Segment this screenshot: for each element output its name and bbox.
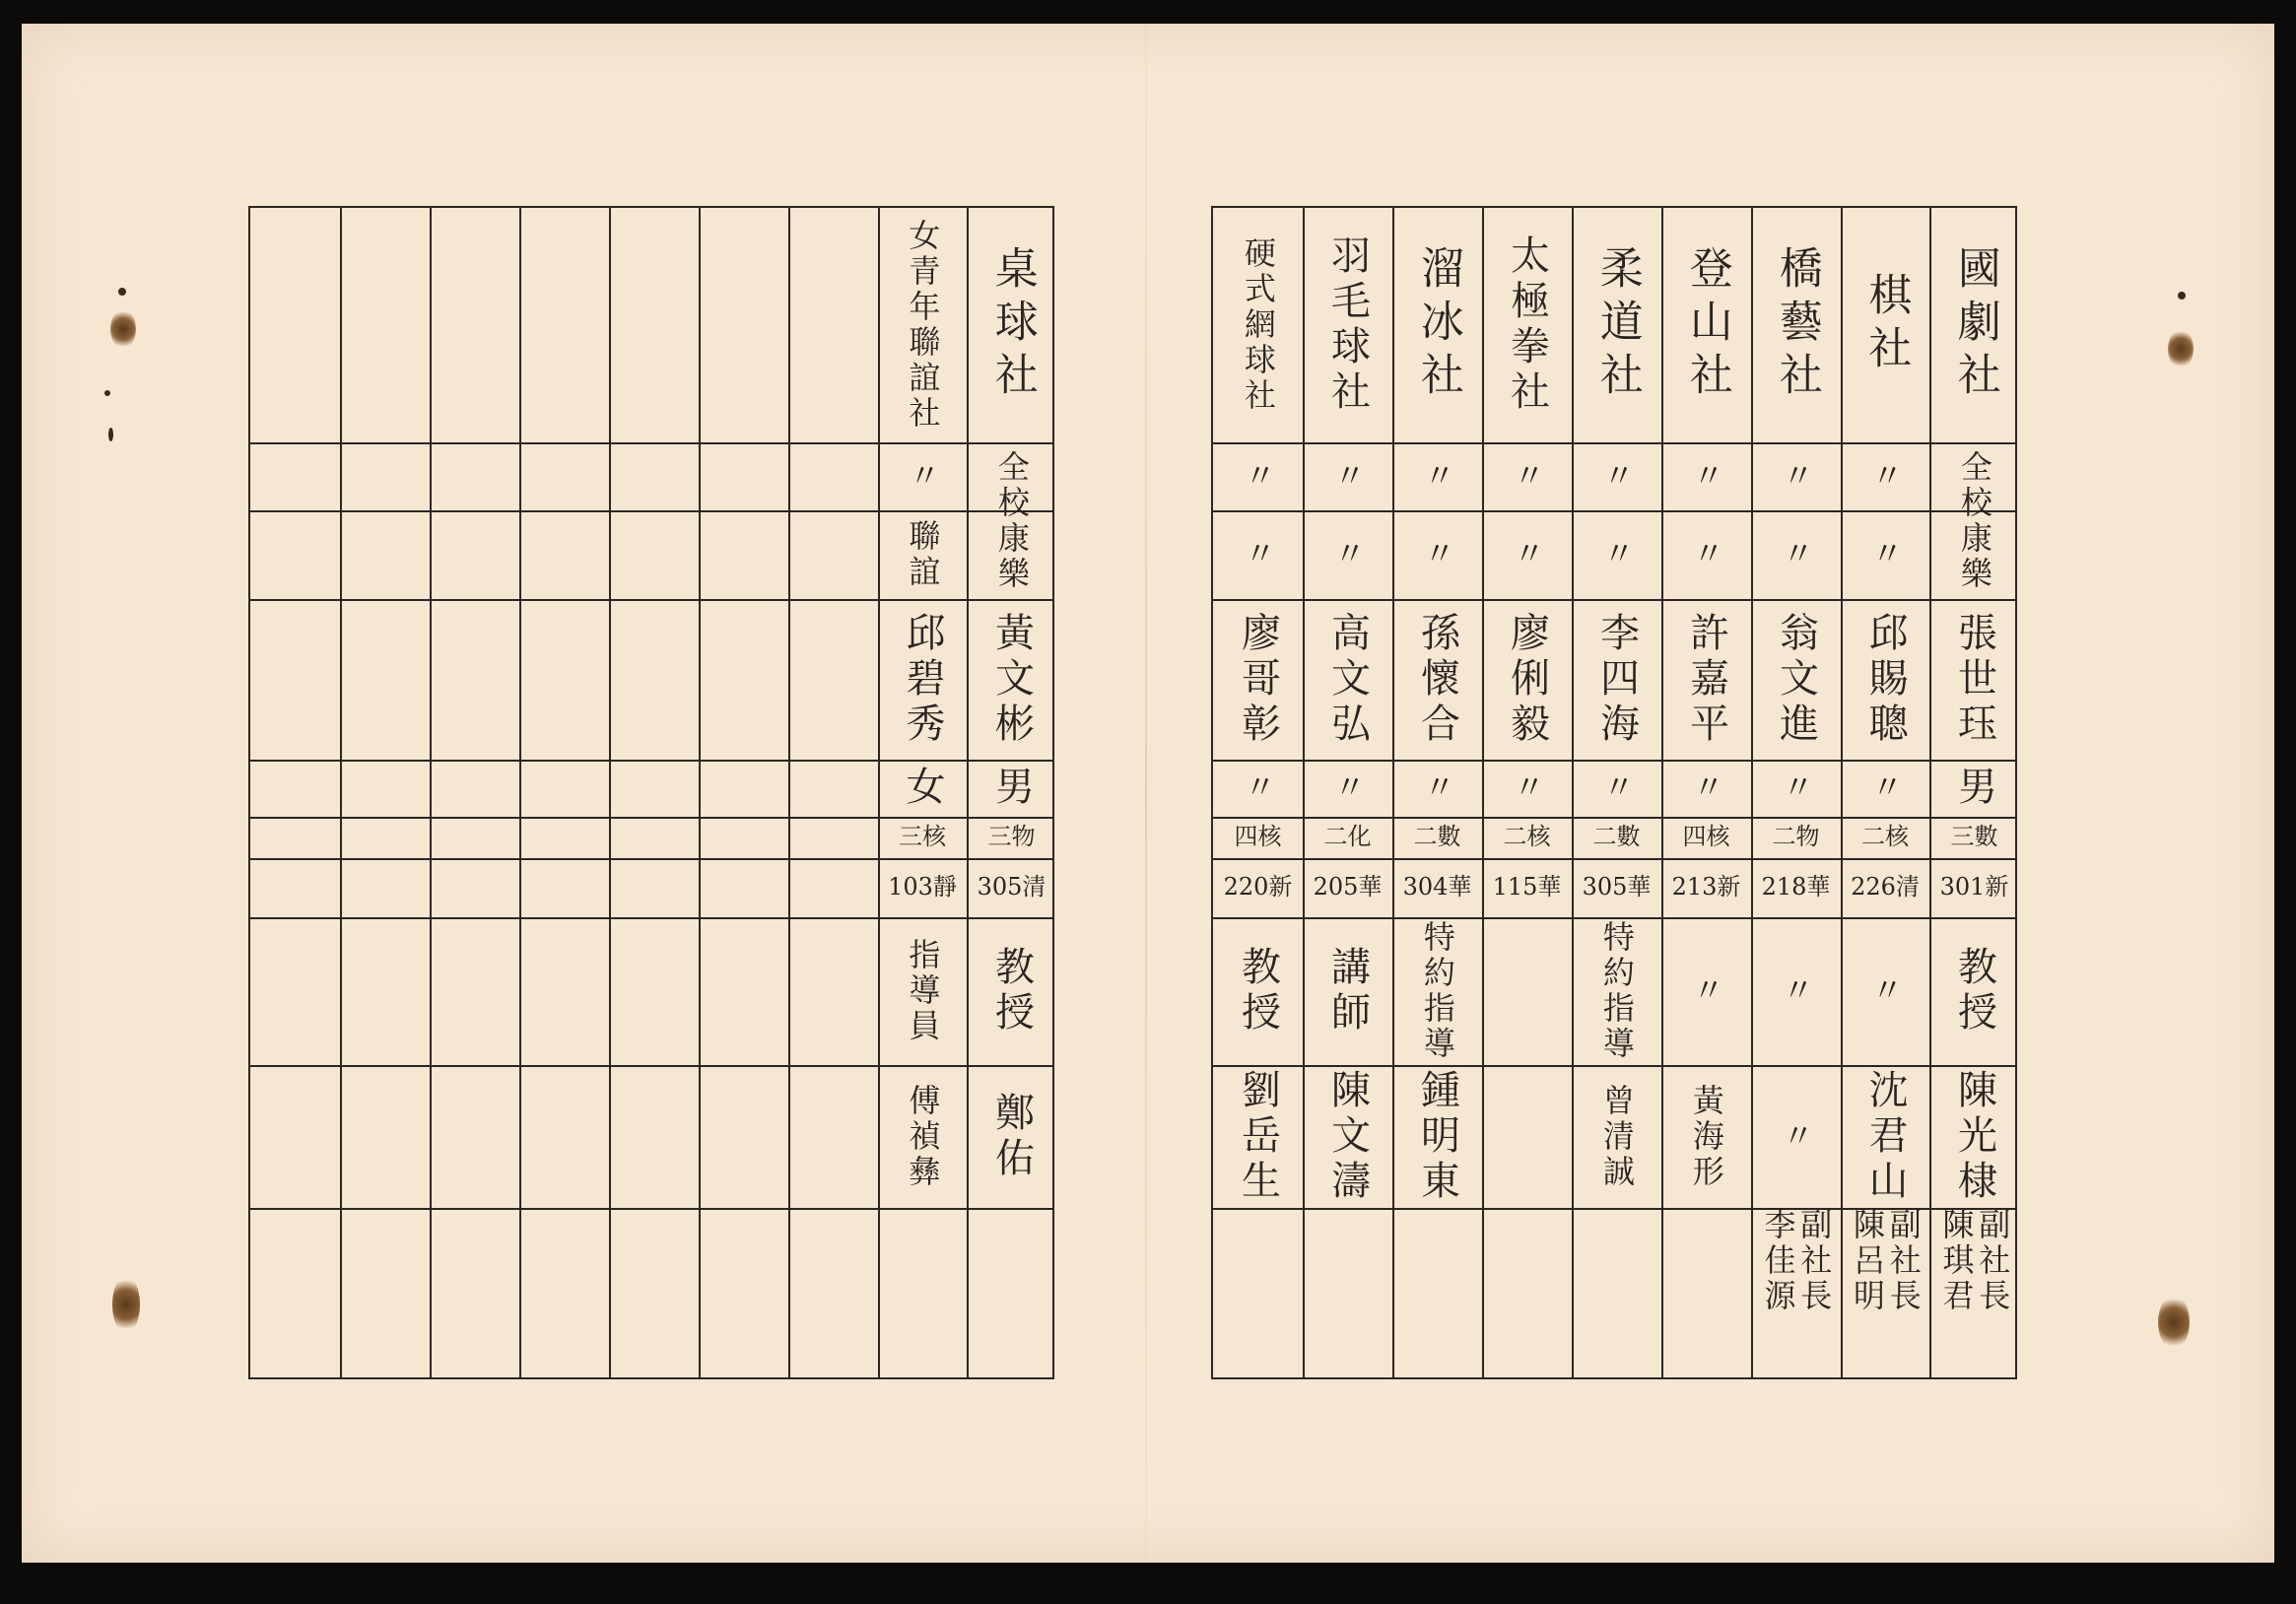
club-type-2: 聯誼 [904,519,942,590]
advisor-name: 鍾明東 [1414,1068,1460,1205]
club-type: 〃 [1508,458,1546,495]
leader-name: 邱賜聰 [1862,611,1908,748]
advisor-title: 講師 [1324,946,1371,1036]
club-name: 棋社 [1860,272,1912,378]
leader-name: 邱碧秀 [900,611,945,748]
advisor-title: 〃 [1866,973,1905,1009]
club-type: 〃 [1239,458,1277,495]
leader-gender: 〃 [1418,770,1456,806]
leader-name: 孫懷合 [1414,611,1460,748]
leader-gender: 〃 [1687,770,1725,806]
club-type: 全校康樂 [1955,449,1993,592]
club-type-2: 〃 [1508,537,1546,572]
advisor-title: 〃 [1687,973,1725,1009]
leader-dept: 二核 [1861,823,1909,851]
leader-room: 226清 [1851,873,1920,902]
club-type-2: 〃 [1687,537,1725,572]
leader-dept: 二數 [1592,823,1641,851]
advisor-name: 陳光棣 [1951,1068,1997,1205]
leader-name: 翁文進 [1773,611,1819,748]
club-type: 〃 [1597,458,1636,495]
leader-gender: 〃 [1866,770,1905,806]
binder-hole [2168,329,2194,368]
advisor-name: 〃 [1777,1118,1815,1155]
leader-name: 張世珏 [1951,611,1997,748]
club-name: 硬式網球社 [1239,236,1277,414]
advisor-name: 劉岳生 [1235,1068,1281,1205]
leader-name: 黃文彬 [988,611,1035,748]
binder-hole [110,309,136,349]
club-type: 〃 [1328,458,1367,495]
club-type: 〃 [1866,458,1905,495]
leader-dept: 四核 [1234,823,1282,851]
remark: 副社長 陳琪君 [1937,1208,2012,1314]
pin-mark [118,288,126,296]
advisor-title: 特約指導 [1418,920,1456,1062]
pin-mark [2178,292,2186,300]
club-name: 桌球社 [986,245,1038,405]
advisor-name: 鄭佑 [988,1091,1035,1182]
club-type-2: 〃 [1239,537,1277,572]
advisor-name: 曾清誠 [1597,1083,1636,1190]
leader-name: 廖哥彰 [1235,611,1281,748]
club-name: 國劇社 [1949,245,2000,405]
leader-room: 103靜 [888,873,957,902]
remark: 副社長 李佳源 [1759,1208,1834,1314]
leader-gender: 男 [1951,766,1997,811]
leader-dept: 三核 [899,823,946,851]
binder-hole [2158,1295,2190,1350]
leader-gender: 〃 [1597,770,1636,806]
club-name: 羽毛球社 [1324,234,1371,416]
advisor-title: 指導員 [904,938,942,1044]
club-name: 女青年聯誼社 [904,219,942,432]
leader-gender: 〃 [1777,770,1815,806]
leader-name: 李四海 [1593,611,1640,748]
leader-name: 許嘉平 [1683,611,1729,748]
leader-room: 205華 [1313,873,1383,902]
advisor-name: 沈君山 [1862,1068,1908,1205]
club-name: 溜冰社 [1412,245,1463,405]
pin-mark [104,390,110,396]
leader-room: 301新 [1939,873,2009,902]
binder-hole [112,1275,140,1334]
advisor-title: 〃 [1777,973,1815,1009]
leader-dept: 二化 [1323,823,1372,851]
leader-gender: 男 [988,766,1035,811]
club-type-2: 〃 [1328,537,1367,572]
club-type: 〃 [904,458,942,495]
club-type-2: 〃 [1597,537,1636,572]
club-type-2: 〃 [1866,537,1905,572]
club-name: 登山社 [1681,245,1732,405]
remark: 副社長 陳呂明 [1849,1208,1923,1314]
leader-room: 304華 [1402,873,1472,902]
leader-gender: 〃 [1508,770,1546,806]
leader-room: 218華 [1761,873,1831,902]
pin-mark [108,428,113,441]
leader-room: 115華 [1492,873,1562,902]
document-page [22,24,2274,1563]
advisor-title: 教授 [1235,946,1281,1036]
advisor-name: 黃海形 [1687,1083,1725,1190]
leader-room: 220新 [1223,873,1293,902]
club-type-2: 〃 [1418,537,1456,572]
page-fold [1145,24,1147,1563]
right-table [1211,206,2017,1379]
leader-dept: 三物 [987,823,1036,851]
leader-room: 305清 [977,873,1047,902]
leader-dept: 二物 [1772,823,1820,851]
advisor-title: 教授 [988,946,1035,1036]
leader-gender: 〃 [1239,770,1277,806]
advisor-title: 特約指導 [1597,920,1636,1062]
leader-dept: 四核 [1682,823,1730,851]
advisor-name: 傅禎彝 [904,1083,942,1190]
club-type: 〃 [1687,458,1725,495]
club-type-2: 〃 [1777,537,1815,572]
club-type: 〃 [1418,458,1456,495]
leader-dept: 三數 [1950,823,1998,851]
club-name: 柔道社 [1591,245,1643,405]
leader-dept: 二數 [1413,823,1461,851]
leader-name: 高文弘 [1324,611,1371,748]
club-name: 橋藝社 [1771,245,1822,405]
leader-room: 305華 [1582,873,1652,902]
club-name: 太極拳社 [1504,234,1550,416]
leader-dept: 二核 [1503,823,1551,851]
leader-gender: 女 [900,766,945,811]
advisor-name: 陳文濤 [1324,1068,1371,1205]
advisor-title: 教授 [1951,946,1997,1036]
club-type: 〃 [1777,458,1815,495]
leader-name: 廖俐毅 [1504,611,1550,748]
club-type: 全校康樂 [992,449,1031,592]
left-table [248,206,1054,1379]
leader-room: 213新 [1671,873,1741,902]
leader-gender: 〃 [1328,770,1367,806]
